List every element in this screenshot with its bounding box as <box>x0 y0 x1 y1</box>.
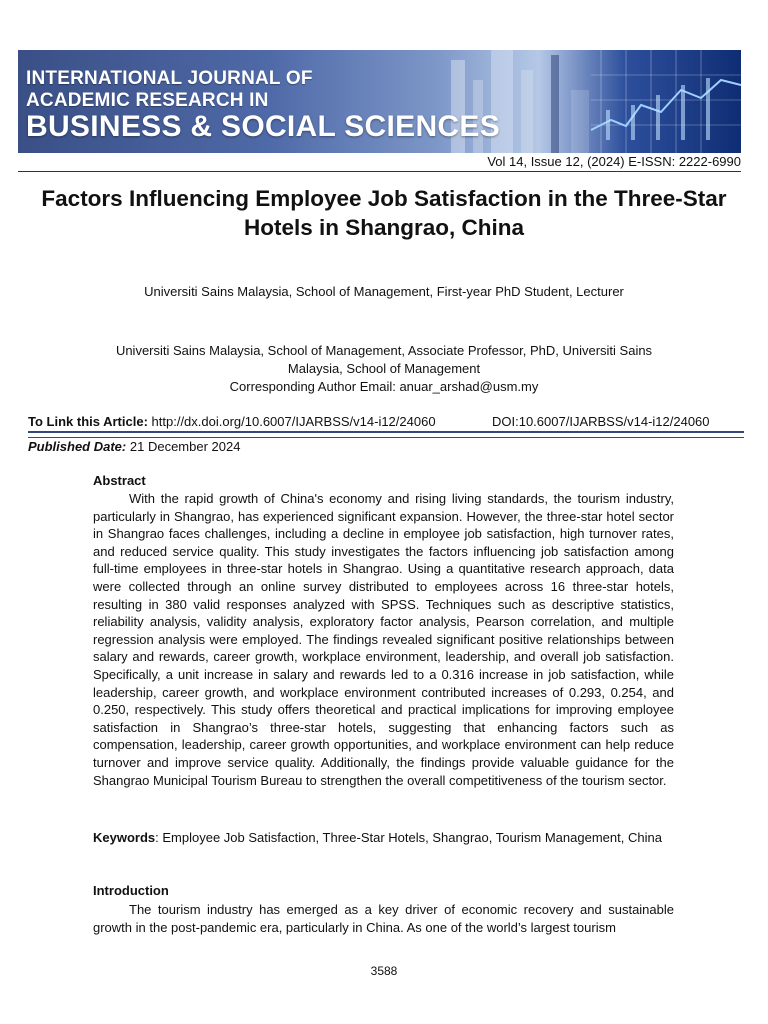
article-link-row <box>28 414 740 429</box>
keywords-text: : Employee Job Satisfaction, Three-Star Hotels, Shangrao, Tourism Management, China <box>155 830 662 845</box>
abstract-heading: Abstract <box>93 473 146 488</box>
doi-text: DOI:10.6007/IJARBSS/v14-i12/24060 <box>492 414 710 429</box>
page-number: 3588 <box>370 964 398 978</box>
keywords-label: Keywords <box>93 830 156 845</box>
divider-double-rule <box>28 431 744 438</box>
journal-name-line1: INTERNATIONAL JOURNAL OF <box>26 68 313 89</box>
article-url-link[interactable]: http://dx.doi.org/10.6007/IJARBSS/v14-i12/24060 <box>151 414 436 429</box>
header-rule <box>18 171 741 172</box>
affiliation-1: Universiti Sains Malaysia, School of Management, First-year PhD Student, Lecturer <box>144 284 624 299</box>
journal-banner <box>18 50 741 153</box>
published-label: Published Date: <box>28 439 127 454</box>
affiliation-2-line2: Malaysia, School of Management <box>287 361 481 376</box>
published-value: 21 December 2024 <box>129 439 241 454</box>
introduction-heading: Introduction <box>93 883 169 898</box>
introduction-text: The tourism industry has emerged as a key driver of economic recovery and sustainable growth in the post-pandemic era, particularly in China. As one of the world’s largest tourism <box>93 902 674 935</box>
journal-name-line2: ACADEMIC RESEARCH IN <box>26 90 269 111</box>
corresponding-email: Corresponding Author Email: anuar_arshad@usm.my <box>229 379 539 394</box>
abstract-text: With the rapid growth of China's economy and rising living standards, the tourism industry, particularly in Shangrao, has experienced significant expansion. However, the three-star hotel sector in Shangrao faces challenges, including a decline in employee job satisfaction, high turnover rates, and reduced service quality. This study investigates the factors influencing job satisfaction among full-time employees in three-star hotels in Shangrao. Using a quantitative research approach, data were collected through an online survey distributed to employees across 16 three-star hotels, resulting in 380 valid responses analyzed with SPSS. Techniques such as descriptive statistics, reliability analysis, validity analysis, exploratory factor analysis, Pearson correlation, and multiple regression analysis were employed. The findings revealed significant positive relationships between salary and rewards, career growth, workplace environment, leadership, and overall job satisfaction. Specifically, a unit increase in salary and rewards led to a 0.316 increase in job satisfaction, while leadership, career growth, and workplace environment contributed increases of 0.293, 0.254, and 0.250, respectively. This study offers theoretical and practical implications for improving employee satisfaction in Shangrao’s three-star hotels, suggesting that enhancing factors such as compensation, leadership, career growth opportunities, and workplace environment can help reduce turnover and improve service quality. Additionally, the findings provide valuable guidance for the Shangrao Municipal Tourism Bureau to strengthen the overall competitiveness of the tourism sector. <box>93 491 674 788</box>
journal-name-line3: BUSINESS & SOCIAL SCIENCES <box>26 110 501 143</box>
article-title: Factors Influencing Employee Job Satisfaction in the Three-Star Hotels in Shangrao, China <box>41 186 727 240</box>
link-label: To Link this Article: <box>28 414 148 429</box>
volume-info: Vol 14, Issue 12, (2024) E-ISSN: 2222-6990 <box>487 154 741 169</box>
keywords <box>93 829 674 847</box>
affiliation-2 <box>60 342 708 396</box>
published-date <box>28 439 240 454</box>
affiliation-2-line1: Universiti Sains Malaysia, School of Management, Associate Professor, PhD, Universiti Sains <box>115 343 653 358</box>
